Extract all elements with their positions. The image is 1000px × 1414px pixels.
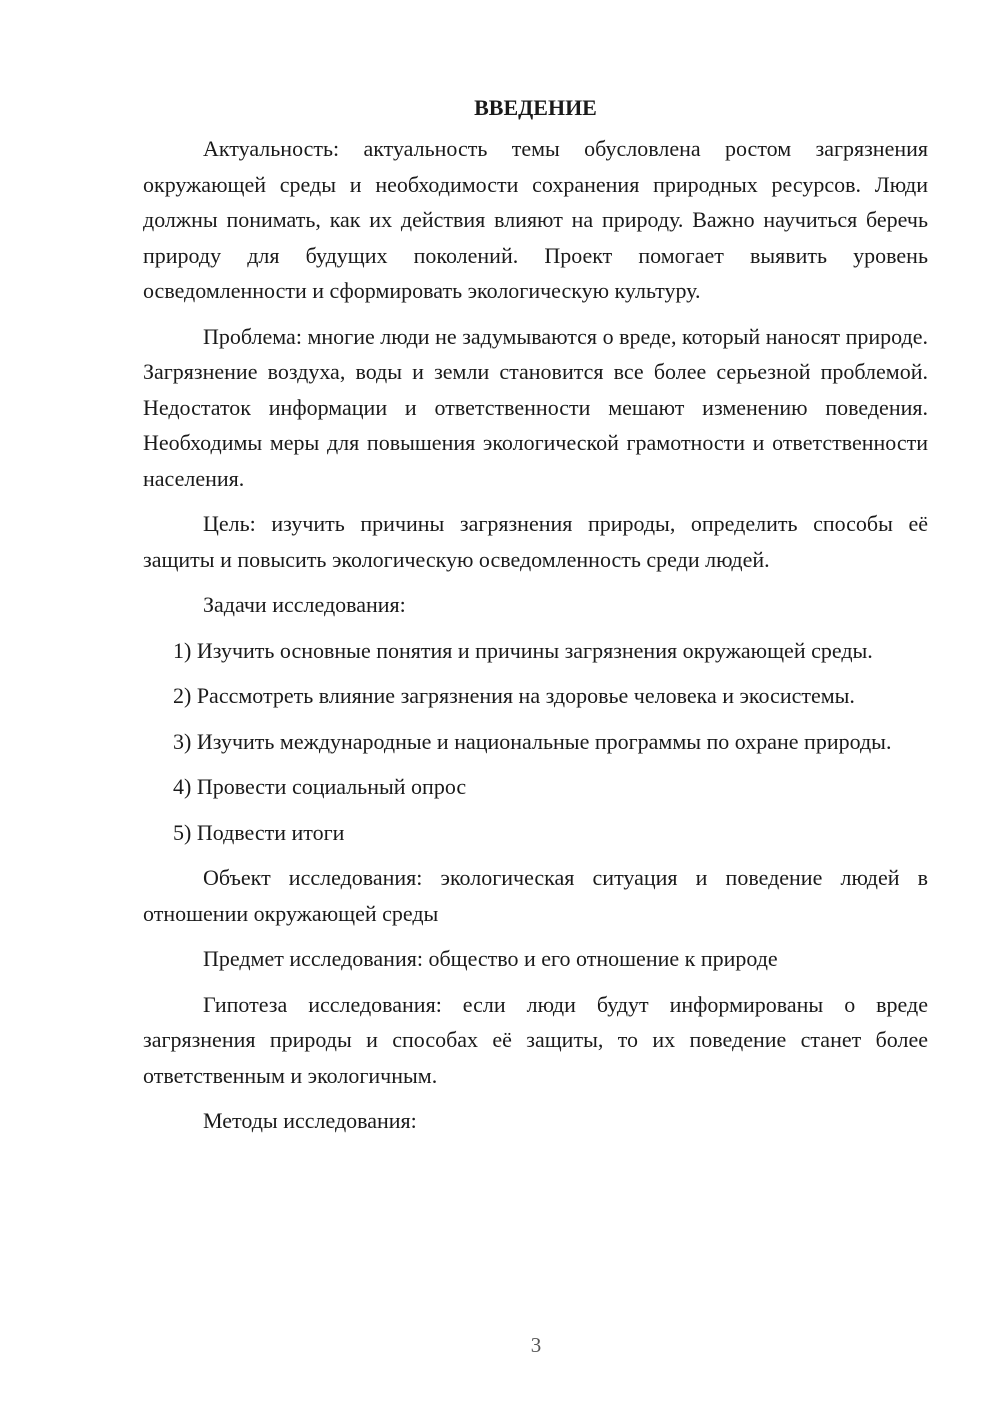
document-page [143, 90, 928, 1149]
tasks-heading: Задачи исследования: [203, 592, 406, 617]
task-item-2: 2) Рассмотреть влияние загрязнения на здоровье человека и экосистемы. [173, 683, 855, 708]
task-item-4: 4) Провести социальный опрос [173, 774, 467, 799]
task-item-5: 5) Подвести итоги [173, 819, 345, 845]
section-title: ВВЕДЕНИЕ [474, 95, 597, 120]
paragraph-relevance: Актуальность: актуальность темы обусловлена ростом загрязнения окружающей среды и необходимости сохранения природных ресурсов. Люди должны понимать, как их действия влияют на природу. Важно научиться беречь природу для будущих поколений. Проект помогает выявить уровень осведомленности и сформировать экологическую культуру. [143, 136, 928, 303]
paragraph-goal: Цель: изучить причины загрязнения природы, определить способы её защиты и повысить экологическую осведомленность среди людей. [143, 511, 928, 572]
paragraph-object: Объект исследования: экологическая ситуация и поведение людей в отношении окружающей среды [143, 865, 928, 926]
paragraph-subject: Предмет исследования: общество и его отношение к природе [203, 946, 778, 971]
task-item-3: 3) Изучить международные и национальные программы по охране природы. [173, 728, 892, 754]
paragraph-problem: Проблема: многие люди не задумываются о вреде, который наносят природе. Загрязнение воздуха, воды и земли становится все более серьезной проблемой. Недостаток информации и ответственности мешают изменению поведения. Необходимы меры для повышения экологической грамотности и ответственности населения. [143, 323, 928, 491]
paragraph-methods: Методы исследования: [203, 1108, 417, 1133]
page-number: 3 [530, 1333, 542, 1357]
task-item-1: 1) Изучить основные понятия и причины загрязнения окружающей среды. [173, 637, 873, 663]
paragraph-hypothesis: Гипотеза исследования: если люди будут информированы о вреде загрязнения природы и способах её защиты, то их поведение станет более ответственным и экологичным. [143, 991, 928, 1088]
